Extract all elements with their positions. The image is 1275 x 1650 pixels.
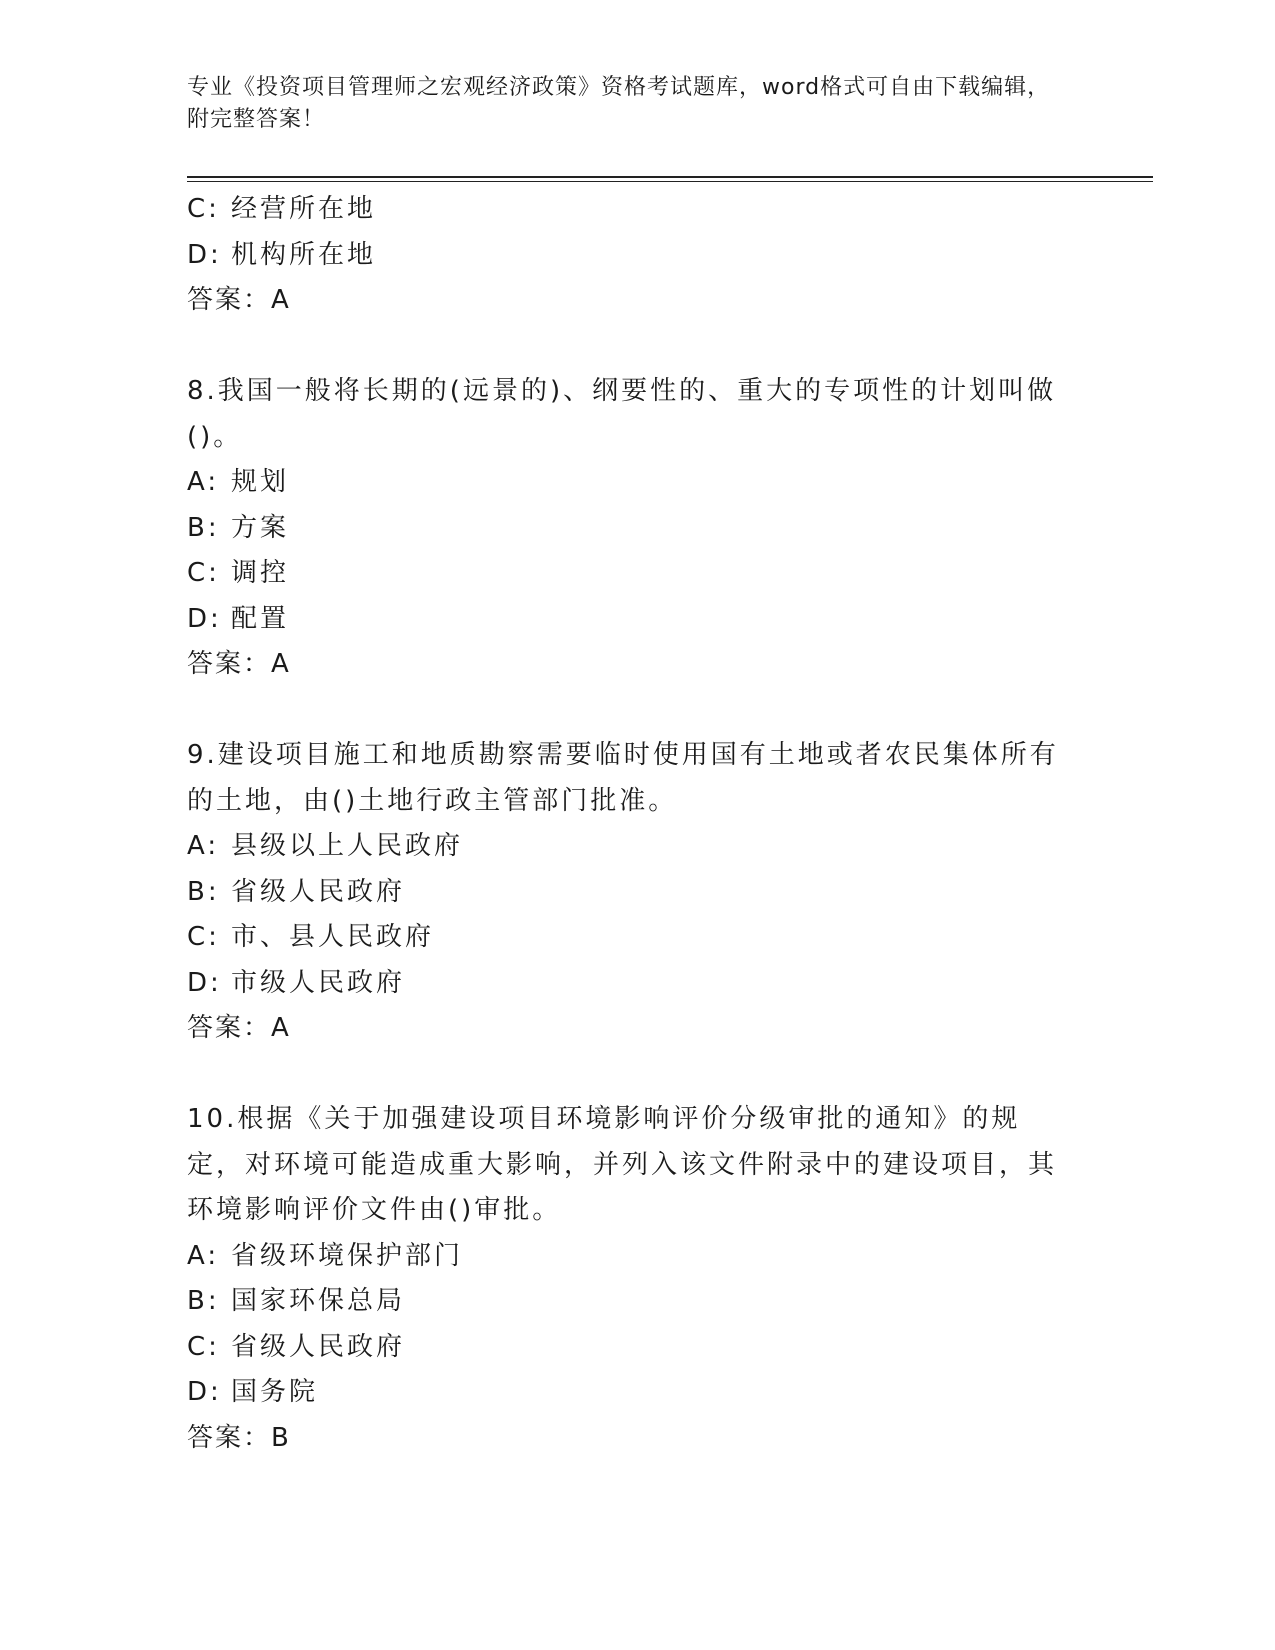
option-text: 经营所在地 [231, 194, 377, 224]
question-stem: 9.建设项目施工和地质勘察需要临时使用国有土地或者农民集体所有的土地，由()土地行政主管部门批准。 [187, 740, 1059, 816]
option-letter: C: [187, 1331, 220, 1362]
option-text: 配置 [231, 603, 290, 634]
answer-line: 答案：B [187, 1422, 291, 1453]
option-letter: A: [187, 831, 220, 861]
question-9 [187, 733, 1067, 1052]
option-a [187, 460, 1067, 506]
option-text: 国家环保总局 [231, 1286, 406, 1316]
option-text: 市级人民政府 [231, 967, 406, 998]
question-stem: 8.我国一般将长期的(远景的)、纲要性的、重大的专项性的计划叫做()。 [187, 376, 1057, 452]
option-letter: D: [187, 967, 222, 998]
option-text: 县级以上人民政府 [231, 831, 464, 861]
option-c [187, 1325, 1067, 1371]
option-text: 调控 [231, 558, 290, 588]
option-d [187, 1370, 1067, 1416]
option-letter: A: [187, 1240, 220, 1271]
option-c [187, 551, 1067, 597]
header-divider-thin [187, 181, 1153, 182]
document-header: 专业《投资项目管理师之宏观经济政策》资格考试题库，word格式可自由下载编辑，附完整答案！ [187, 75, 1051, 132]
answer-line: 答案：A [187, 649, 291, 679]
option-a [187, 824, 1067, 870]
option-b [187, 1279, 1067, 1325]
option-text: 规划 [231, 467, 290, 497]
option-text: 省级人民政府 [231, 1331, 406, 1362]
option-b [187, 506, 1067, 552]
option-letter: B: [187, 1286, 220, 1316]
option-letter: D: [187, 1377, 222, 1407]
option-b [187, 870, 1067, 916]
option-letter: A: [187, 467, 220, 497]
option-a [187, 1234, 1067, 1280]
option-text: 省级环境保护部门 [231, 1240, 464, 1271]
option-d [187, 233, 1067, 279]
question-content [187, 187, 1067, 1461]
question-stem: 10.根据《关于加强建设项目环境影响评价分级审批的通知》的规定，对环境可能造成重大影响，并列入该文件附录中的建设项目，其环境影响评价文件由()审批。 [187, 1104, 1058, 1225]
option-c [187, 187, 1067, 233]
option-c [187, 915, 1067, 961]
question-10 [187, 1097, 1067, 1461]
option-letter: D: [187, 603, 222, 634]
option-text: 省级人民政府 [231, 876, 406, 907]
question-8 [187, 369, 1067, 688]
option-letter: C: [187, 558, 220, 588]
answer-line: 答案：A [187, 285, 291, 315]
continued-question [187, 187, 1067, 324]
option-d [187, 597, 1067, 643]
option-letter: B: [187, 512, 220, 543]
option-letter: C: [187, 922, 220, 952]
option-text: 国务院 [231, 1377, 319, 1407]
option-letter: C: [187, 194, 220, 224]
option-text: 方案 [231, 512, 290, 543]
option-text: 市、县人民政府 [231, 922, 435, 952]
option-letter: D: [187, 239, 222, 270]
option-text: 机构所在地 [231, 239, 377, 270]
option-d [187, 961, 1067, 1007]
option-letter: B: [187, 876, 220, 907]
answer-line: 答案：A [187, 1013, 291, 1043]
header-divider-thick [187, 176, 1153, 178]
